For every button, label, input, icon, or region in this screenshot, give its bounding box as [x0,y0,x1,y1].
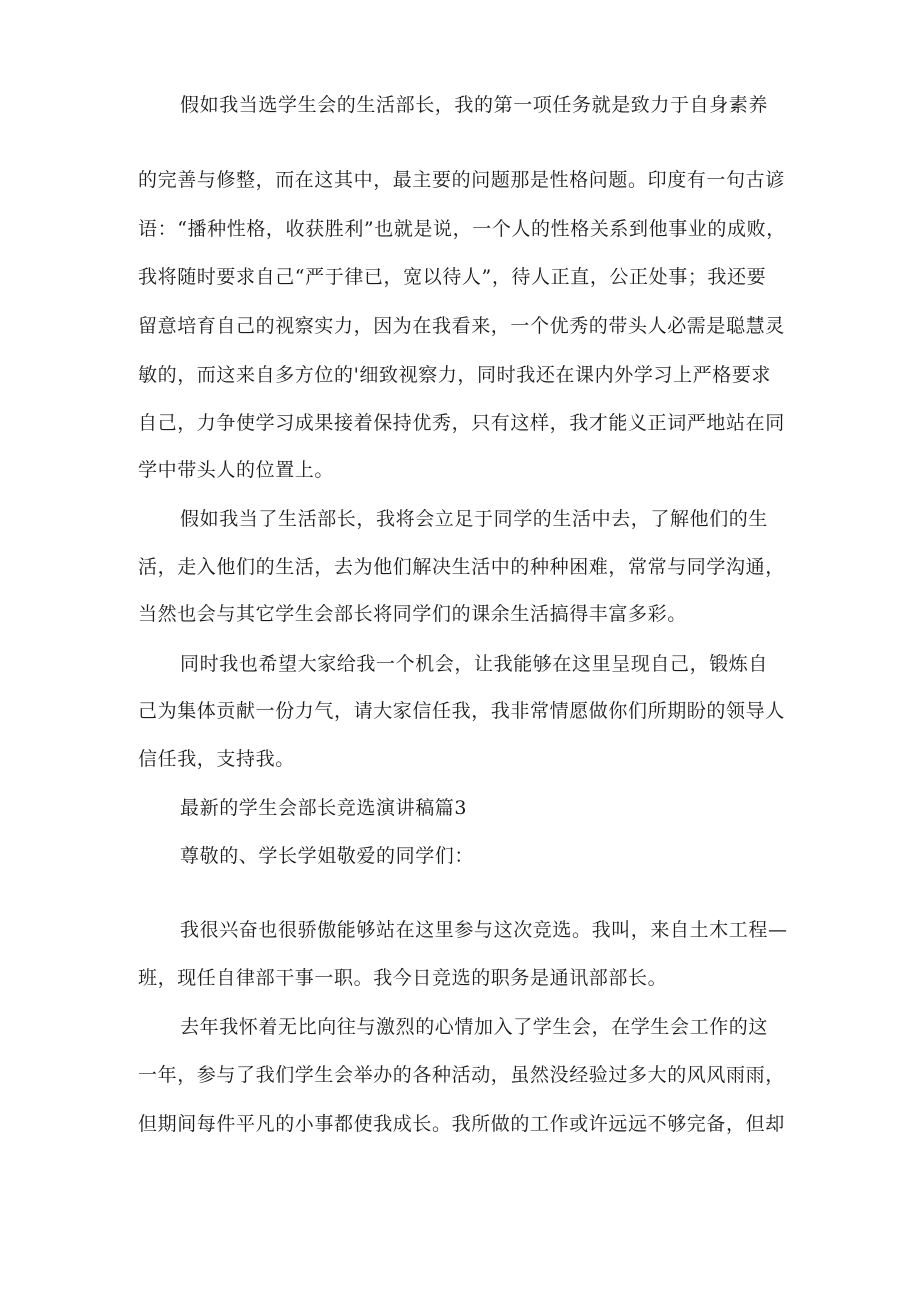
paragraph-1-line-1: 假如我当选学生会的生活部长，我的第一项任务就是致力于自身素养 [180,94,769,116]
paragraph-1-line-5: 留意培育自己的视察实力，因为在我看来，一个优秀的带头人必需是聪慧灵 [138,315,785,337]
paragraph-1-line-8: 学中带头人的位置上。 [138,459,335,481]
paragraph-5-line-2: 一年，参与了我们学生会举办的各种活动，虽然没经验过多大的风风雨雨， [138,1064,785,1086]
paragraph-4-line-2: 班，现任自律部干事一职。我今日竞选的职务是通讯部部长。 [138,967,668,989]
paragraph-3-line-2: 己为集体贡献一份力气，请大家信任我，我非常情愿做你们所期盼的领导人 [138,700,785,722]
paragraph-2-line-3: 当然也会与其它学生会部长将同学们的课余生活搞得丰富多彩。 [138,603,687,625]
paragraph-1-line-7: 自己，力争使学习成果接着保持优秀，只有这样，我才能义正词严地站在同 [138,412,785,434]
paragraph-1-line-4: 我将随时要求自己“严于律已，宽以待人”，待人正直，公正处事；我还要 [138,266,767,288]
paragraph-5-line-1: 去年我怀着无比向往与激烈的心情加入了学生会，在学生会工作的这 [180,1016,769,1038]
paragraph-3-line-1: 同时我也希望大家给我一个机会，让我能够在这里呈现自己，锻炼自 [180,653,769,675]
paragraph-3-line-3: 信任我，支持我。 [138,748,295,770]
paragraph-4-line-1: 我很兴奋也很骄傲能够站在这里参与这次竞选。我叫，来自土木工程— [180,919,788,941]
paragraph-1-line-6: 敏的，而这来自多方位的'细致视察力，同时我还在课内外学习上严格要求 [138,364,772,386]
paragraph-2-line-1: 假如我当了生活部长，我将会立足于同学的生活中去，了解他们的生 [180,508,769,530]
section-heading: 最新的学生会部长竞选演讲稿篇3 [180,797,468,819]
salutation: 尊敬的、学长学姐敬爱的同学们： [180,845,475,867]
paragraph-2-line-2: 活，走入他们的生活，去为他们解决生活中的种种困难，常常与同学沟通， [138,556,785,578]
paragraph-1-line-2: 的完善与修整，而在这其中，最主要的问题那是性格问题。印度有一句古谚 [138,169,785,191]
paragraph-1-line-3: 语：“播种性格，收获胜利”也就是说，一个人的性格关系到他事业的成败， [138,218,786,240]
paragraph-5-line-3: 但期间每件平凡的小事都使我成长。我所做的工作或许远远不够完备，但却 [138,1113,785,1135]
